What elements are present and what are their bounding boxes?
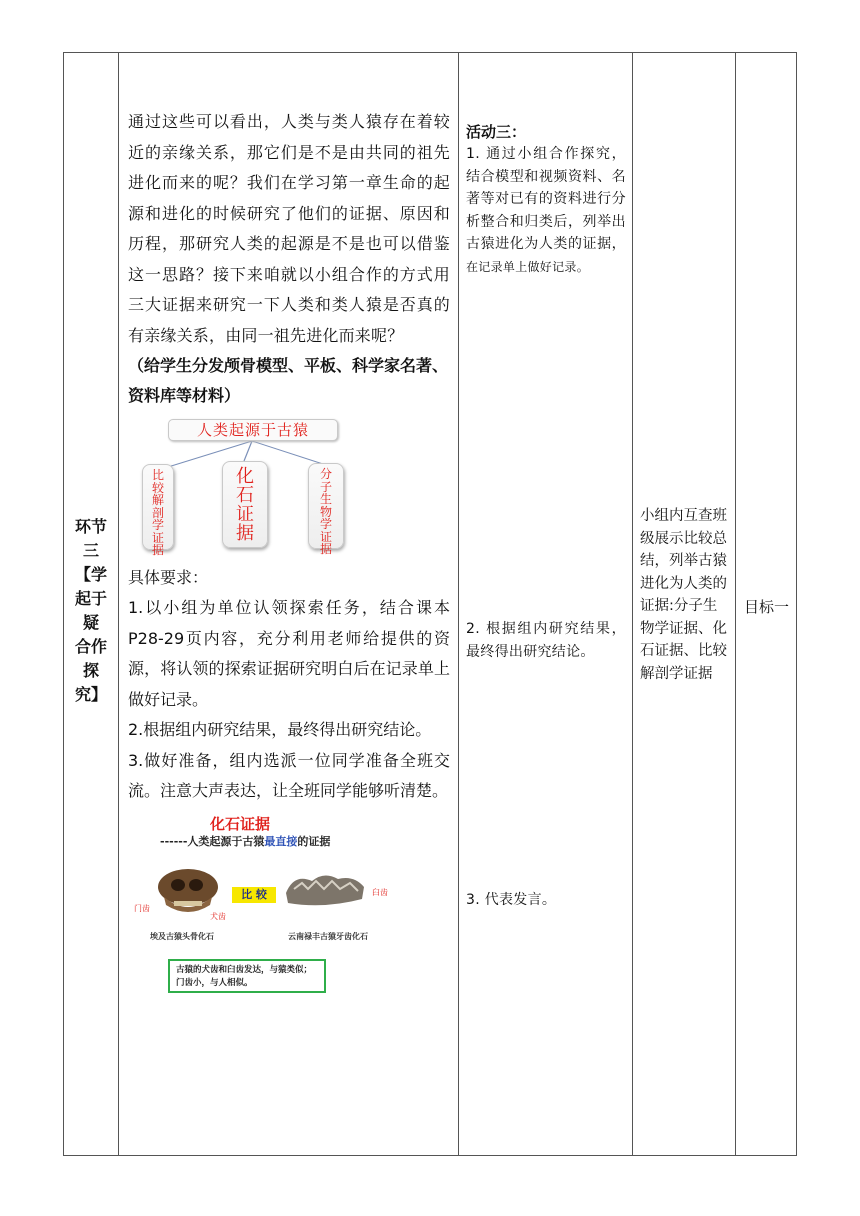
goal-label: 目标一 <box>743 598 789 616</box>
stage-cell <box>64 53 118 1155</box>
stage-line: 三 <box>82 541 99 560</box>
student-activity-cell <box>458 53 632 1155</box>
teaching-content-cell <box>118 53 458 1155</box>
caption-teeth: 云南禄丰古猿牙齿化石 <box>288 931 368 941</box>
stage-line: 环节 <box>74 517 107 536</box>
requirement-item: 1.以小组为单位认领探索任务，结合课本P28-29页内容，充分利用老师给提供的资源，将认领的探索证据研究明白后在记录单上做好记录。 <box>128 598 450 709</box>
materials-note: （给学生分发颅骨模型、平板、科学家名著、资料库等材料） <box>128 356 449 405</box>
assessment-cell <box>632 53 735 1155</box>
fossil-subtitle: ------人类起源于古猿最直接的证据 <box>160 834 331 848</box>
requirements-title: 具体要求： <box>128 568 209 587</box>
fossil-evidence-figure <box>128 813 458 1013</box>
activity-title: 活动三： <box>466 123 527 141</box>
intro-paragraph: 通过这些可以看出，人类与类人猿存在着较近的亲缘关系，那它们是不是由共同的祖先进化而来的呢？我们在学习第一章生命的起源和进化的时候研究了他们的证据、原因和历程，那研究人类的起源是不是也可以借鉴这一思路？接下来咱就以小组合作的方式用三大证据来研究一下人类和类人猿是否真的有亲缘关系，由同一祖先进化而来呢？ <box>128 112 450 345</box>
stage-line: 探 <box>82 661 99 680</box>
diagram-root-node: 人类起源于古猿 <box>168 419 338 441</box>
stage-label <box>64 515 118 707</box>
diagram-node-comparative-anatomy: 比 较 解 剖 学 证 据 <box>142 464 174 550</box>
stage-line: 【学 <box>74 565 107 584</box>
stage-line: 究】 <box>74 685 107 704</box>
label-incisor: 门齿 <box>134 903 150 913</box>
fossil-conclusion-box: 古猿的犬齿和臼齿发达，与猿类似；门齿小，与人相似。 <box>168 959 326 993</box>
fossil-title: 化石证据 <box>210 814 271 833</box>
requirement-item: 2.根据组内研究结果，最终得出研究结论。 <box>128 720 432 739</box>
label-molar: 臼齿 <box>372 887 388 897</box>
caption-skull: 埃及古猿头骨化石 <box>150 931 214 941</box>
diagram-node-molecular-biology: 分 子 生 物 学 证 据 <box>308 463 344 549</box>
assessment-text: 小组内互查班级展示比较总结，列举古猿进化为人类的证据:分子生物学证据、化石证据、比较解剖学证据 <box>640 508 727 682</box>
compare-label: 比 较 <box>232 887 276 903</box>
goal-cell <box>735 53 798 1155</box>
diagram-node-fossil: 化 石 证 据 <box>222 461 268 548</box>
evidence-diagram <box>128 411 458 559</box>
skull-fossil-image <box>150 865 222 915</box>
activity-item-1: 1. 通过小组合作探究，结合模型和视频资料、名著等对已有的资料进行分析整合和归类后，列举出古猿进化为人类的证据，在记录单上做好记录。 <box>466 146 626 274</box>
activity-item-2: 2. 根据组内研究结果，最终得出研究结论。 <box>466 621 626 660</box>
jaw-fossil-image <box>284 869 366 909</box>
label-canine: 犬齿 <box>210 911 226 921</box>
stage-line: 疑 <box>82 613 99 632</box>
activity-item-3: 3. 代表发言。 <box>466 892 557 908</box>
stage-line: 起于 <box>74 589 107 608</box>
requirement-item: 3.做好准备，组内选派一位同学准备全班交流。注意大声表达，让全班同学能够听清楚。 <box>128 750 450 800</box>
lesson-table <box>63 52 797 1156</box>
stage-line: 合作 <box>74 637 107 656</box>
